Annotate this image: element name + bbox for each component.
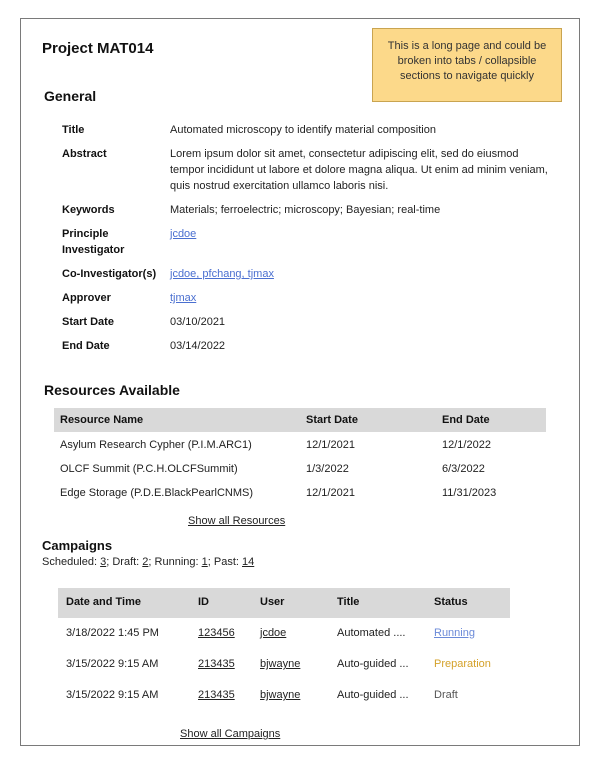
start-date-label: Start Date <box>62 316 114 328</box>
resource-end: 11/31/2023 <box>442 487 497 499</box>
campaign-datetime: 3/15/2022 9:15 AM <box>66 689 159 701</box>
campaigns-col-status: Status <box>434 596 468 608</box>
end-date-label: End Date <box>62 340 110 352</box>
resources-heading: Resources Available <box>44 382 180 398</box>
resources-col-name: Resource Name <box>60 414 144 426</box>
resource-start: 12/1/2021 <box>306 439 355 451</box>
campaign-status-preparation: Preparation <box>434 658 491 670</box>
campaign-title: Automated .... <box>337 627 406 639</box>
campaign-user-link[interactable]: bjwayne <box>260 658 301 670</box>
co-investigator-links[interactable]: jcdoe, pfchang, tjmax <box>170 268 274 280</box>
resources-col-end: End Date <box>442 414 490 426</box>
pi-link[interactable]: jcdoe <box>170 228 197 240</box>
campaign-title: Auto-guided ... <box>337 689 409 701</box>
resources-col-start: Start Date <box>306 414 358 426</box>
campaigns-col-datetime: Date and Time <box>66 596 141 608</box>
title-label: Title <box>62 124 85 136</box>
resource-name: Asylum Research Cypher (P.I.M.ARC1) <box>60 439 252 451</box>
campaigns-col-id: ID <box>198 596 209 608</box>
pi-label: Principle Investigator <box>62 228 125 256</box>
approver-label: Approver <box>62 292 111 304</box>
campaign-id-link[interactable]: 123456 <box>198 627 235 639</box>
co-investigator-label: Co-Investigator(s) <box>62 268 157 280</box>
page-title: Project MAT014 <box>42 40 154 57</box>
approver-link[interactable]: tjmax <box>170 292 197 304</box>
campaign-title: Auto-guided ... <box>337 658 409 670</box>
campaigns-heading: Campaigns <box>42 538 113 553</box>
end-date-value: 03/14/2022 <box>170 340 226 352</box>
show-all-campaigns-link[interactable]: Show all Campaigns <box>180 728 281 740</box>
campaigns-col-title: Title <box>337 596 360 608</box>
campaign-status-running[interactable]: Running <box>434 627 475 639</box>
keywords-label: Keywords <box>62 204 115 216</box>
campaign-datetime: 3/18/2022 1:45 PM <box>66 627 159 639</box>
campaign-status-draft: Draft <box>434 689 458 701</box>
abstract-label: Abstract <box>62 148 107 160</box>
general-heading: General <box>44 88 97 104</box>
campaigns-col-user: User <box>260 596 285 608</box>
campaign-id-link[interactable]: 213435 <box>198 658 235 670</box>
resource-start: 1/3/2022 <box>306 463 349 475</box>
start-date-value: 03/10/2021 <box>170 316 226 328</box>
resource-name: Edge Storage (P.D.E.BlackPearlCNMS) <box>60 487 253 499</box>
resource-start: 12/1/2021 <box>306 487 355 499</box>
past-count[interactable]: 14 <box>242 556 255 568</box>
show-all-resources-link[interactable]: Show all Resources <box>188 515 286 527</box>
campaign-user-link[interactable]: bjwayne <box>260 689 301 701</box>
resource-end: 6/3/2022 <box>442 463 485 475</box>
title-value: Automated microscopy to identify material composition <box>170 124 436 136</box>
campaign-datetime: 3/15/2022 9:15 AM <box>66 658 159 670</box>
running-count[interactable]: 1 <box>201 556 208 568</box>
campaigns-summary: Scheduled: 3; Draft: 2; Running: 1; Past: 14 <box>42 556 255 568</box>
campaign-user-link[interactable]: jcdoe <box>260 627 287 639</box>
resource-name: OLCF Summit (P.C.H.OLCFSummit) <box>60 463 238 475</box>
draft-count[interactable]: 2 <box>142 556 149 568</box>
resource-end: 12/1/2022 <box>442 439 491 451</box>
annotation-note: This is a long page and could be broken into tabs / collapsible sections to navigate quickly <box>372 28 562 102</box>
campaign-id-link[interactable]: 213435 <box>198 689 235 701</box>
scheduled-count[interactable]: 3 <box>100 556 107 568</box>
abstract-value: Lorem ipsum dolor sit amet, consectetur adipiscing elit, sed do eiusmod tempor incididunt ut labore et dolore magna aliqua. Ut enim ad minim veniam, quis nostrud exercitation ullamco laboris nisi. <box>170 148 548 192</box>
keywords-value: Materials; ferroelectric; microscopy; Bayesian; real-time <box>170 204 441 216</box>
